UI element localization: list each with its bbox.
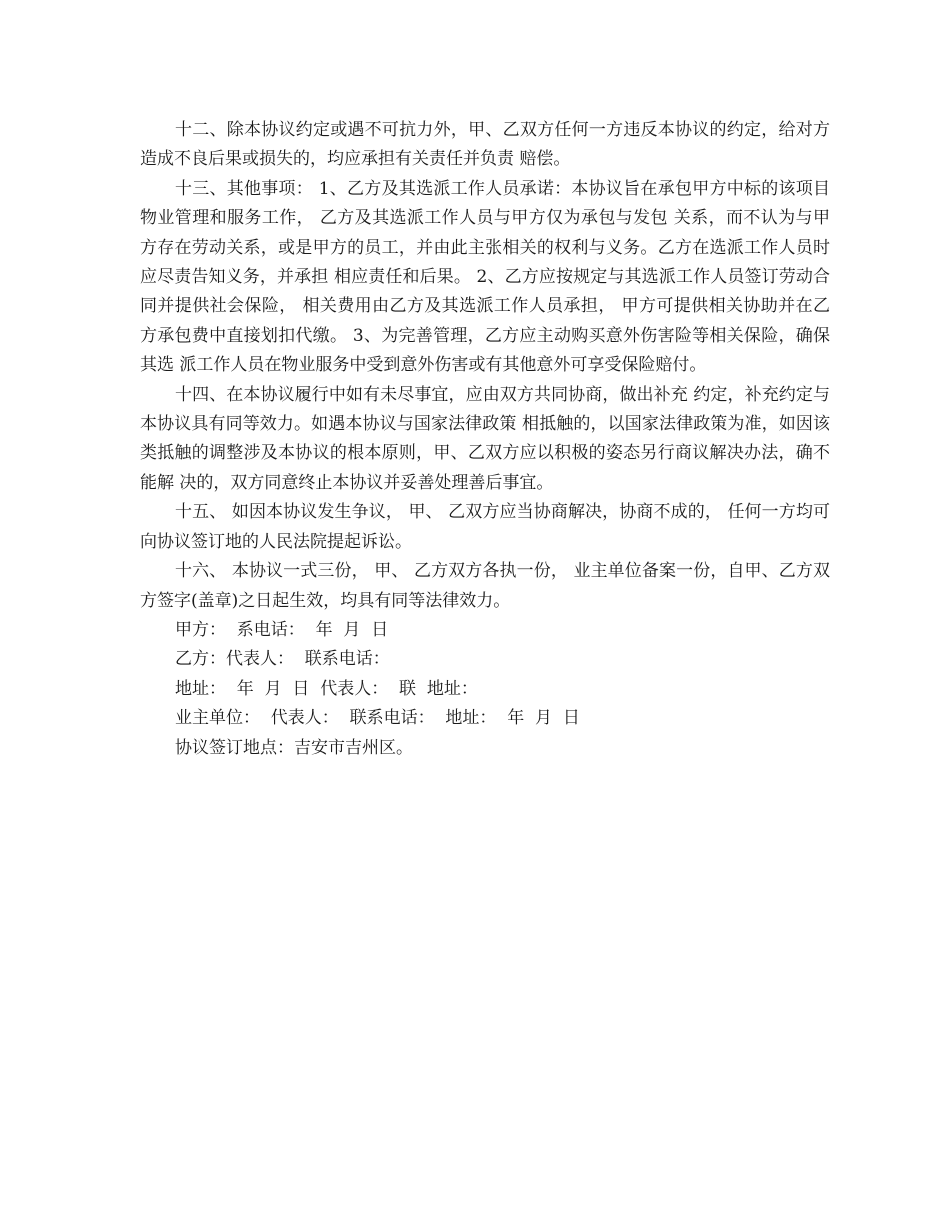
signature-owner-unit: 业主单位： 代表人： 联系电话： 地址： 年 月 日 <box>175 708 580 729</box>
clause-16: 十六、 本协议一式三份， 甲、 乙方双方各执一份， 业主单位备案一份，自甲、乙方双方签字(盖章)之日起生效，均具有同等法律效力。 <box>140 561 830 611</box>
clause-13: 十三、其他事项： 1、乙方及其选派工作人员承诺：本协议旨在承包甲方中标的该项目物业管理和服务工作， 乙方及其选派工作人员与甲方仅为承包与发包 关系，而不认为与甲方存在劳动关系，或是甲方的员工，并由此主张相关的权利与义务。乙方在选派工作人员时应尽责告知义务，并承担 相应责任和后果。 2、乙方应按规定与其选派工作人员签订劳动合同并提供社会保险， 相关费用由乙方及其选派工作人员承担， 甲方可提供相关协助并在乙方承包费中直接划扣代缴。 3、为完善管理，乙方应主动购买意外伤害险等相关保险，确保其选 派工作人员在物业服务中受到意外伤害或有其他意外可享受保险赔付。 <box>140 178 830 376</box>
clause-15: 十五、 如因本协议发生争议， 甲、 乙双方应当协商解决，协商不成的， 任何一方均可向协议签订地的人民法院提起诉讼。 <box>140 502 830 552</box>
signature-party-a: 甲方： 系电话： 年 月 日 <box>175 619 389 640</box>
signature-party-b: 乙方：代表人： 联系电话： <box>175 649 390 670</box>
document-page <box>140 116 830 763</box>
signature-address: 地址： 年 月 日 代表人： 联 地址： <box>175 678 478 699</box>
signing-location: 协议签订地点：吉安市吉州区。 <box>175 737 413 758</box>
clause-12: 十二、除本协议约定或遇不可抗力外，甲、乙双方任何一方违反本协议的约定，给对方造成不良后果或损失的，均应承担有关责任并负责 赔偿。 <box>140 120 830 170</box>
clause-14: 十四、在本协议履行中如有未尽事宜，应由双方共同协商，做出补充 约定，补充约定与本协议具有同等效力。如遇本协议与国家法律政策 相抵触的，以国家法律政策为准，如因该类抵触的调整涉及本协议的根本原则，甲、乙双方应以积极的姿态另行商议解决办法，确不能解 决的，双方同意终止本协议并妥善处理善后事宜。 <box>140 384 830 493</box>
